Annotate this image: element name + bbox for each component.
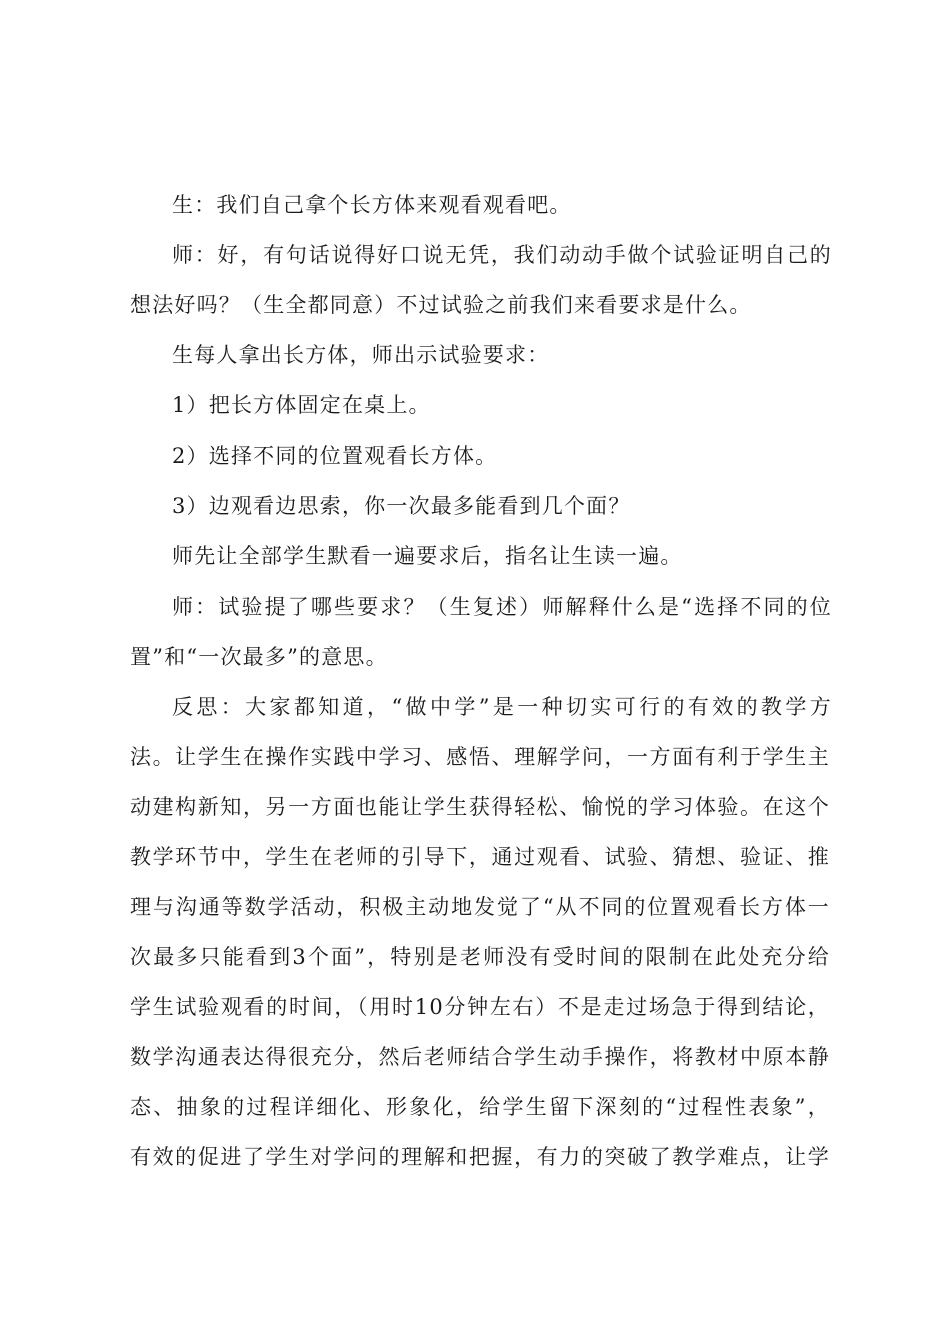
text-line: 教学环节中，学生在老师的引导下，通过观看、试验、猜想、验证、推: [130, 845, 830, 869]
text-line: 师：试验提了哪些要求？（生复述）师解释什么是“选择不同的位: [172, 595, 832, 619]
text-line: 态、抽象的过程详细化、形象化，给学生留下深刻的“过程性表象”，: [130, 1095, 830, 1119]
text-line: 数学沟通表达得很充分，然后老师结合学生动手操作，将教材中原本静: [130, 1045, 830, 1069]
text-line: 学生试验观看的时间，（用时10分钟左右）不是走过场急于得到结论，: [130, 995, 830, 1019]
text-line: 置”和“一次最多”的意思。: [130, 645, 388, 669]
text-line: 3）边观看边思索，你一次最多能看到几个面？: [172, 494, 631, 518]
text-line: 生：我们自己拿个长方体来观看观看吧。: [172, 193, 572, 217]
text-line: 有效的促进了学生对学问的理解和把握，有力的突破了教学难点，让学: [130, 1145, 830, 1169]
text-line: 2）选择不同的位置观看长方体。: [172, 444, 498, 468]
text-line: 师先让全部学生默看一遍要求后，指名让生读一遍。: [172, 544, 683, 568]
text-line: 法。让学生在操作实践中学习、感悟、理解学问，一方面有利于学生主: [130, 745, 830, 769]
text-line: 动建构新知，另一方面也能让学生获得轻松、愉悦的学习体验。在这个: [130, 795, 830, 819]
text-line: 生每人拿出长方体，师出示试验要求：: [172, 343, 550, 367]
text-line: 次最多只能看到3个面”，特别是老师没有受时间的限制在此处充分给: [130, 945, 830, 969]
text-line: 想法好吗？（生全都同意）不过试验之前我们来看要求是什么。: [130, 293, 752, 317]
text-line: 理与沟通等数学活动，积极主动地发觉了“从不同的位置观看长方体一: [130, 895, 830, 919]
text-line: 1）把长方体固定在桌上。: [172, 393, 431, 417]
text-line: 师：好，有句话说得好口说无凭，我们动动手做个试验证明自己的: [172, 243, 832, 267]
text-line: 反思：大家都知道，“做中学”是一种切实可行的有效的教学方: [172, 695, 832, 719]
